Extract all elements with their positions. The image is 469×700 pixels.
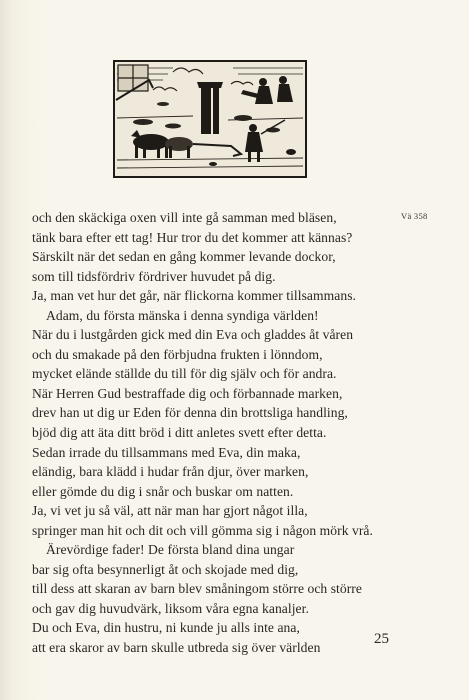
text-line: eländig, bara klädd i hudar från djur, över marken, (32, 464, 309, 480)
text-line: tänk bara efter ett tag! Hur tror du det kommer att kännas? (32, 229, 353, 245)
text-line: När du i lustgården gick med din Eva och gladdes åt våren (32, 327, 354, 343)
page-number: 25 (374, 631, 389, 647)
woodcut-illustration (113, 60, 307, 178)
text-line: Adam, du första mänska i denna syndiga världen! (46, 307, 319, 323)
text-line: drev han ut dig ur Eden för denna din brottsliga handling, (32, 405, 348, 421)
text-line: bjöd dig att äta ditt bröd i ditt anletes svett efter detta. (32, 425, 327, 441)
text-line: Ja, vi vet ju så väl, att när man har gjort något illa, (32, 503, 308, 519)
text-line: springer man hit och dit och vill gömma sig i någon mörk vrå. (32, 522, 373, 538)
text-line: och den skäckiga oxen vill inte gå samman med bläsen, (32, 210, 337, 225)
text-line: att era skaror av barn skulle utbreda sig över världen (32, 640, 321, 656)
text-line: till dess att skaran av barn blev småningom större och större (32, 581, 362, 597)
text-line: och gav dig huvudvärk, liksom våra egna kanaljer. (32, 600, 309, 616)
text-line: som till tidsfördriv fördriver huvudet på dig. (32, 268, 276, 284)
text-line: Sedan irrade du tillsammans med Eva, din maka, (32, 444, 301, 460)
text-line: bar sig ofta besynnerligt åt och skojade med dig, (32, 561, 299, 577)
text-line: Ärevördige fader! De första bland dina ungar (46, 542, 295, 558)
text-line: Du och Eva, din hustru, ni kunde ju alls inte ana, (32, 620, 300, 636)
text-line: Särskilt när det sedan en gång kommer levande dockor, (32, 249, 336, 265)
text-line: mycket elände ställde du till för dig själv och för andra. (32, 366, 337, 382)
text-line: När Herren Gud bestraffade dig och förbannade marken, (32, 385, 343, 401)
poem-text (32, 208, 392, 658)
text-line: och du smakade på den förbjudna frukten i lönndom, (32, 346, 323, 362)
text-line: Ja, man vet hur det går, när flickorna kommer tillsammans. (32, 288, 356, 304)
text-line: eller gömde du dig i snår och buskar om natten. (32, 483, 294, 499)
margin-reference: Vä 358 (401, 211, 428, 221)
